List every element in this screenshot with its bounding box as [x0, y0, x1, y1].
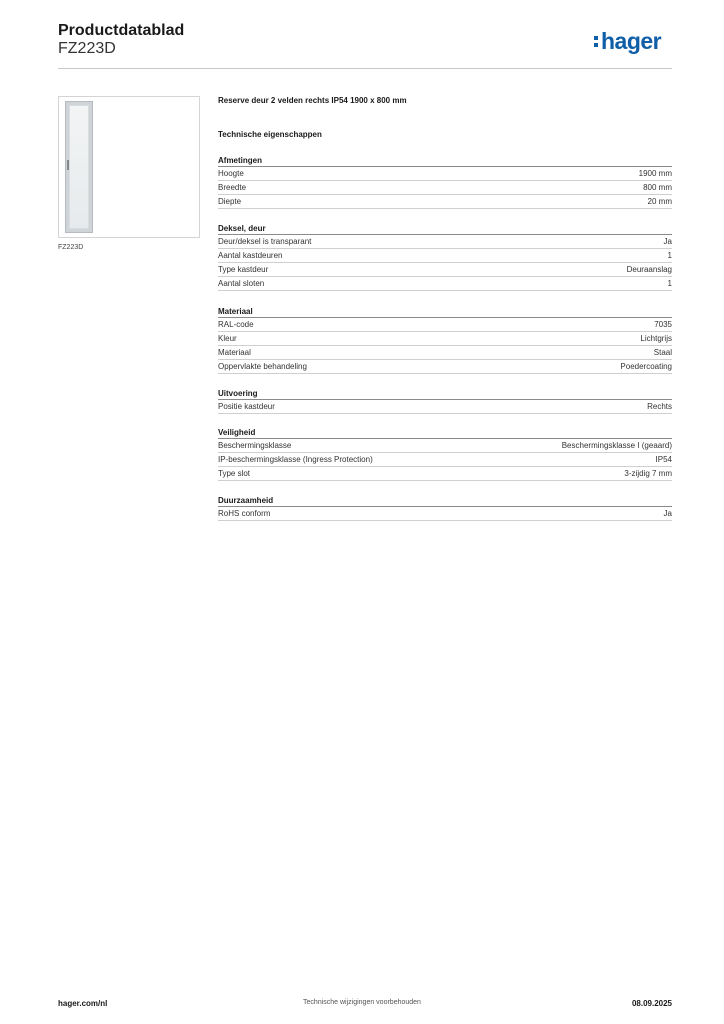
spec-group-afmetingen — [218, 154, 672, 209]
spec-row — [218, 453, 672, 467]
spec-value: 7035 — [654, 320, 672, 329]
spec-value: 20 mm — [647, 197, 672, 206]
image-caption: FZ223D — [58, 244, 84, 251]
spec-label: Type slot — [218, 469, 251, 478]
group-title: Duurzaamheid — [218, 494, 672, 507]
spec-row — [218, 235, 672, 249]
product-code: FZ223D — [58, 40, 116, 57]
product-image — [58, 96, 200, 238]
spec-row — [218, 360, 672, 374]
spec-value: Poedercoating — [620, 362, 672, 371]
spec-row — [218, 195, 672, 209]
spec-label: Hoogte — [218, 169, 244, 178]
spec-label: IP-beschermingsklasse (Ingress Protection) — [218, 455, 373, 464]
spec-label: Positie kastdeur — [218, 402, 275, 411]
spec-label: RAL-code — [218, 320, 254, 329]
logo-colon-icon — [594, 34, 599, 48]
group-title: Deksel, deur — [218, 222, 672, 235]
footer-disclaimer: Technische wijzigingen voorbehouden — [303, 999, 421, 1006]
spec-row — [218, 400, 672, 414]
spec-value: 800 mm — [643, 183, 672, 192]
spec-group-veiligheid — [218, 426, 672, 481]
spec-row — [218, 439, 672, 453]
spec-group-deksel-deur — [218, 222, 672, 291]
footer-date: 08.09.2025 — [631, 999, 672, 1008]
header-divider — [58, 68, 672, 69]
footer-website-link[interactable]: hager.com/nl — [58, 999, 108, 1008]
spec-label: Kleur — [218, 334, 237, 343]
spec-value: Staal — [653, 348, 672, 357]
spec-label: Breedte — [218, 183, 247, 192]
spec-value: 1900 mm — [638, 169, 672, 178]
spec-value: 3-zijdig 7 mm — [624, 469, 672, 478]
spec-row — [218, 346, 672, 360]
spec-value: 1 — [667, 251, 672, 260]
spec-row — [218, 507, 672, 521]
spec-row — [218, 318, 672, 332]
section-heading: Technische eigenschappen — [218, 130, 322, 139]
spec-value: Lichtgrijs — [640, 334, 672, 343]
door-lock-icon — [67, 160, 69, 170]
spec-label: Beschermingsklasse — [218, 441, 292, 450]
spec-group-uitvoering — [218, 387, 672, 414]
spec-row — [218, 332, 672, 346]
spec-row — [218, 249, 672, 263]
page-title: Productdatablad — [58, 22, 185, 39]
group-title: Materiaal — [218, 305, 672, 318]
group-title: Afmetingen — [218, 154, 672, 167]
spec-label: Type kastdeur — [218, 265, 269, 274]
spec-value: Beschermingsklasse I (geaard) — [561, 441, 672, 450]
group-title: Uitvoering — [218, 387, 672, 400]
spec-row — [218, 263, 672, 277]
product-title: Reserve deur 2 velden rechts IP54 1900 x 800 mm — [218, 96, 407, 105]
spec-label: Oppervlakte behandeling — [218, 362, 307, 371]
spec-row — [218, 181, 672, 195]
group-title: Veiligheid — [218, 426, 672, 439]
logo-text: hager — [601, 28, 662, 54]
spec-value: IP54 — [655, 455, 672, 464]
spec-label: Materiaal — [218, 348, 251, 357]
spec-row — [218, 167, 672, 181]
spec-label: Deur/deksel is transparant — [218, 237, 312, 246]
spec-value: 1 — [667, 279, 672, 288]
spec-value: Ja — [663, 237, 672, 246]
spec-label: Diepte — [218, 197, 242, 206]
spec-label: Aantal sloten — [218, 279, 265, 288]
spec-group-materiaal — [218, 305, 672, 374]
spec-label: Aantal kastdeuren — [218, 251, 283, 260]
spec-label: RoHS conform — [218, 509, 271, 518]
door-glass-panel — [69, 105, 89, 229]
spec-row — [218, 467, 672, 481]
spec-value: Deuraanslag — [626, 265, 672, 274]
door-illustration — [65, 101, 93, 233]
spec-group-duurzaamheid — [218, 494, 672, 521]
spec-row — [218, 277, 672, 291]
hager-logo — [594, 28, 661, 55]
spec-value: Rechts — [647, 402, 672, 411]
spec-value: Ja — [663, 509, 672, 518]
